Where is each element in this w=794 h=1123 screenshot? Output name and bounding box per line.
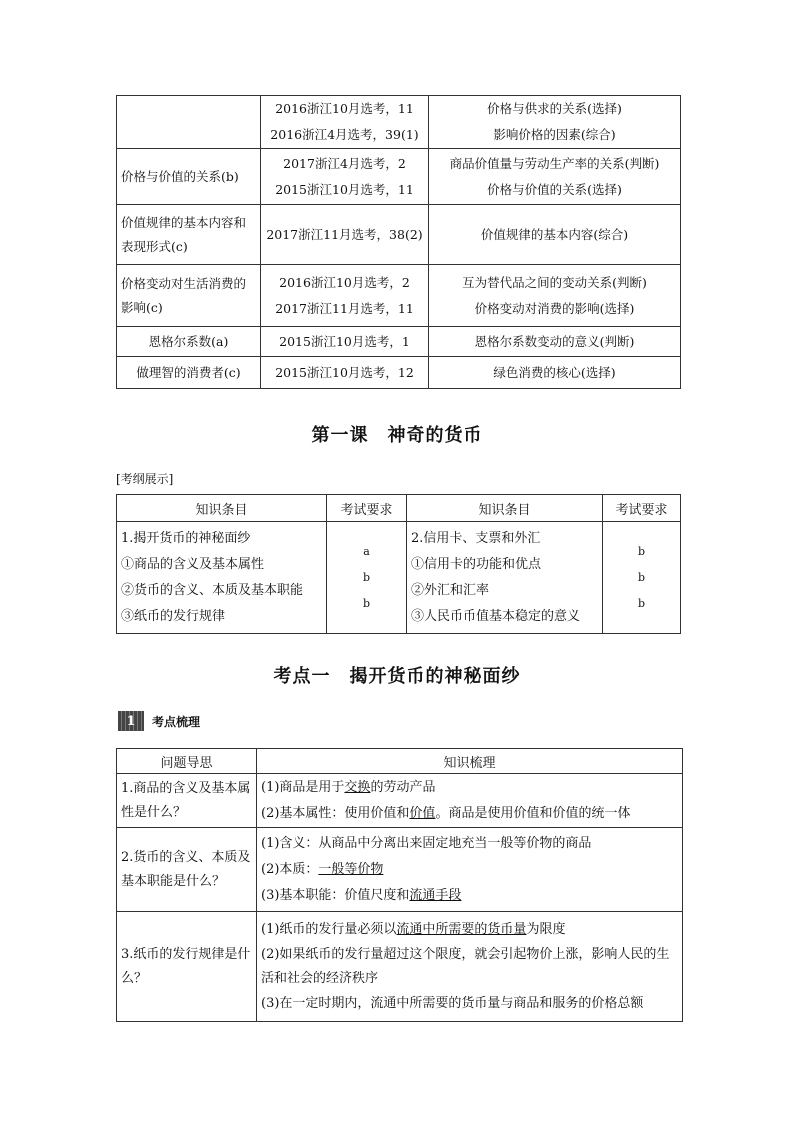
section-title: 考点一 揭开货币的神秘面纱 <box>273 666 521 687</box>
topic-cell: 价格与价值的关系(b) <box>117 149 261 205</box>
syllabus-items-left: 1.揭开货币的神秘面纱 ①商品的含义及基本属性 ②货币的含义、本质及基本职能 ③纸币的发行规律 <box>117 522 327 634</box>
exam-cell: 2016浙江10月选考，11 2016浙江4月选考，39(1) <box>261 96 429 149</box>
section-badge <box>118 711 200 731</box>
content-cell: 价格与供求的关系(选择) 影响价格的因素(综合) <box>429 96 681 149</box>
content-cell: 商品价值量与劳动生产率的关系(判断) 价格与价值的关系(选择) <box>429 149 681 205</box>
topic-cell <box>117 96 261 149</box>
exam-cell: 2017浙江4月选考，2 2015浙江10月选考，11 <box>261 149 429 205</box>
column-header: 知识条目 <box>407 495 603 522</box>
table-row <box>117 828 683 912</box>
badge-number: 1 <box>118 711 144 731</box>
table-row <box>117 912 683 1022</box>
content-cell: 互为替代品之间的变动关系(判断) 价格变动对消费的影响(选择) <box>429 265 681 327</box>
content-cell: 恩格尔系数变动的意义(判断) <box>429 327 681 357</box>
table-row <box>117 149 681 205</box>
column-header: 问题导思 <box>117 749 257 774</box>
column-header: 考试要求 <box>327 495 407 522</box>
content-cell: 绿色消费的核心(选择) <box>429 357 681 389</box>
syllabus-levels-left: a b b <box>327 522 407 634</box>
table-row <box>117 205 681 265</box>
syllabus-table <box>116 494 681 634</box>
topic-cell: 价值规律的基本内容和表现形式(c) <box>117 205 261 265</box>
exam-cell: 2017浙江11月选考，38(2) <box>261 205 429 265</box>
answer-cell: (1)纸币的发行量必须以流通中所需要的货币量为限度 (2)如果纸币的发行量超过这个限度，就会引起物价上涨，影响人民的生活和社会的经济秩序 (3)在一定时期内，流通中所需要的货币量与商品和服务的价格总额 <box>257 912 683 1022</box>
table-header-row <box>117 749 683 774</box>
lesson-title: 第一课 神奇的货币 <box>311 425 483 446</box>
topic-cell: 价格变动对生活消费的影响(c) <box>117 265 261 327</box>
syllabus-items-right: 2.信用卡、支票和外汇 ①信用卡的功能和优点 ②外汇和汇率 ③人民币币值基本稳定的意义 <box>407 522 603 634</box>
answer-cell: (1)商品是用于交换的劳动产品 (2)基本属性：使用价值和价值。商品是使用价值和价值的统一体 <box>257 774 683 828</box>
question-cell: 2.货币的含义、本质及基本职能是什么？ <box>117 828 257 912</box>
badge-label: 考点梳理 <box>152 714 201 729</box>
exam-cell: 2016浙江10月选考，2 2017浙江11月选考，11 <box>261 265 429 327</box>
question-cell: 1.商品的含义及基本属性是什么？ <box>117 774 257 828</box>
table-header-row <box>117 495 681 522</box>
table-row <box>117 522 681 634</box>
exam-cell: 2015浙江10月选考，1 <box>261 327 429 357</box>
question-cell: 3.纸币的发行规律是什么？ <box>117 912 257 1022</box>
table-row <box>117 774 683 828</box>
exam-cell: 2015浙江10月选考，12 <box>261 357 429 389</box>
knowledge-table <box>116 748 683 1022</box>
topic-cell: 恩格尔系数(a) <box>117 327 261 357</box>
column-header: 知识梳理 <box>257 749 683 774</box>
topic-cell: 做理智的消费者(c) <box>117 357 261 389</box>
table-row <box>117 357 681 389</box>
column-header: 知识条目 <box>117 495 327 522</box>
column-header: 考试要求 <box>603 495 681 522</box>
answer-cell: (1)含义：从商品中分离出来固定地充当一般等价物的商品 (2)本质：一般等价物 (3)基本职能：价值尺度和流通手段 <box>257 828 683 912</box>
table-row <box>117 96 681 149</box>
table-row <box>117 265 681 327</box>
syllabus-levels-right: b b b <box>603 522 681 634</box>
table-row <box>117 327 681 357</box>
syllabus-label: [考纲展示] <box>116 472 174 486</box>
exam-history-table <box>116 95 681 389</box>
content-cell: 价值规律的基本内容(综合) <box>429 205 681 265</box>
